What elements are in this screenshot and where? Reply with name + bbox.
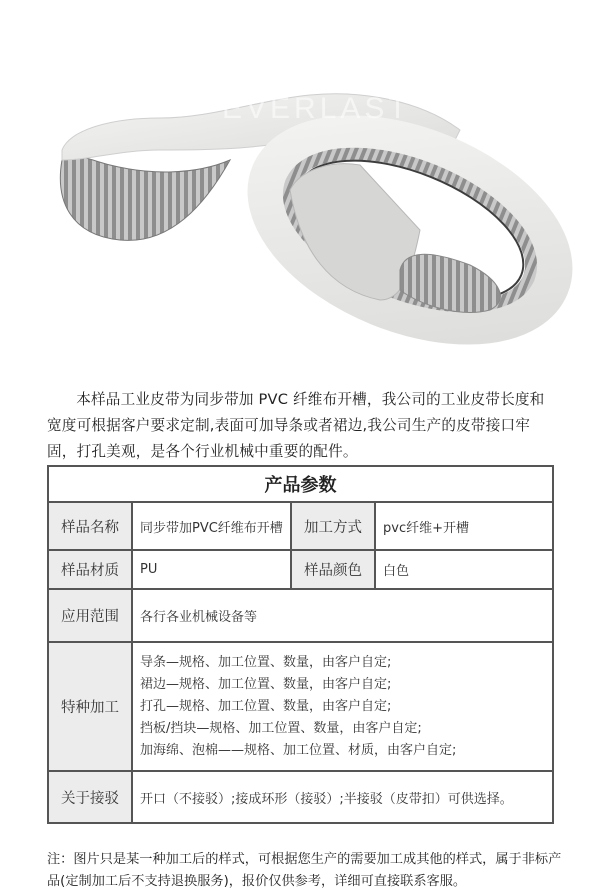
- processing-line: 加海绵、泡棉——规格、加工位置、材质，由客户自定;: [140, 742, 457, 758]
- watermark-text: EVERLAST: [222, 92, 411, 125]
- label-color: 样品颜色: [291, 550, 375, 589]
- table-row: [48, 771, 553, 823]
- value-special-processing: [132, 642, 553, 771]
- table-row: [48, 642, 553, 771]
- product-description: 本样品工业皮带为同步带加 PVC 纤维布开槽，我公司的工业皮带长度和宽度可根据客户要求定制,表面可加导条或者裙边,我公司生产的皮带接口牢固，打孔美观，是各个行业机械中重要的配件。: [47, 390, 545, 460]
- processing-line: 挡板/挡块—规格、加工位置、数量，由客户自定;: [140, 720, 422, 736]
- table-row: [48, 589, 553, 642]
- processing-line: 裙边—规格、加工位置、数量，由客户自定;: [140, 676, 392, 692]
- value-process-method: pvc纤维+开槽: [375, 502, 553, 550]
- label-special-processing: 特种加工: [48, 642, 132, 771]
- product-params-table: [47, 465, 554, 824]
- table-row: [48, 550, 553, 589]
- label-material: 样品材质: [48, 550, 132, 589]
- footnote: 注：图片只是某一种加工后的样式，可根据您生产的需要加工成其他的样式，属于非标产品(定制加工后不支持退换服务)，报价仅供参考，详细可直接联系客服。: [47, 852, 562, 890]
- value-material: PU: [132, 550, 291, 589]
- value-joining: 开口（不接驳）;接成环形（接驳）;半接驳（皮带扣）可供选择。: [132, 771, 553, 823]
- table-title: 产品参数: [48, 466, 553, 502]
- label-application: 应用范围: [48, 589, 132, 642]
- table-row: [48, 502, 553, 550]
- label-sample-name: 样品名称: [48, 502, 132, 550]
- value-color: 白色: [375, 550, 553, 589]
- timing-belt-illustration: [0, 0, 600, 360]
- value-application: 各行各业机械设备等: [132, 589, 553, 642]
- label-joining: 关于接驳: [48, 771, 132, 823]
- processing-line: 打孔—规格、加工位置、数量，由客户自定;: [140, 698, 392, 714]
- product-image: [0, 0, 600, 360]
- processing-line: 导条—规格、加工位置、数量，由客户自定;: [140, 654, 392, 670]
- value-sample-name: 同步带加PVC纤维布开槽: [132, 502, 291, 550]
- label-process-method: 加工方式: [291, 502, 375, 550]
